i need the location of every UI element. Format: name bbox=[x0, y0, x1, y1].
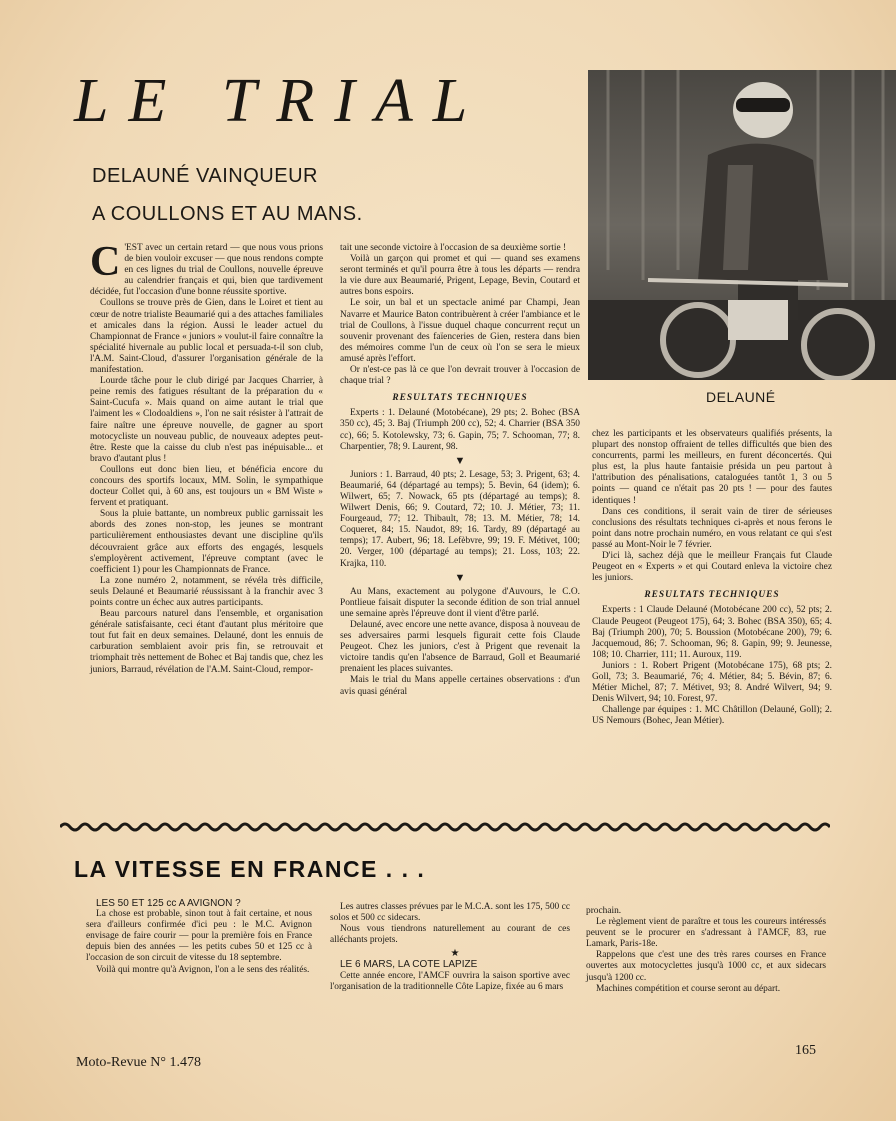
paragraph: Rappelons que c'est une des très rares courses en France ouvertes aux motocyclettes jusqu'à 1000 cc, et aux sidecars jusqu'à 1200 cc. bbox=[586, 950, 826, 983]
separator-arrow: ▼ bbox=[454, 571, 466, 584]
paragraph: tait une seconde victoire à l'occasion de sa deuxième sortie ! bbox=[340, 243, 567, 253]
paragraph: La zone numéro 2, notamment, se révéla très difficile, seuls Delauné et Beaumarié réussissant à la franchir avec 3 points contre un échec aux autres participants. bbox=[90, 575, 323, 608]
results-heading: RESULTATS TECHNIQUES bbox=[392, 393, 528, 404]
paragraph: Voilà qui montre qu'à Avignon, l'on a le sens des réalités. bbox=[96, 964, 310, 975]
section-title: LA VITESSE EN FRANCE . . . bbox=[74, 856, 426, 882]
paragraph: Le soir, un bal et un spectacle animé par Champi, Jean Navarre et Maurice Baton contribuèrent à créer l'ambiance et le trial de Coullons, à l'issue duquel chaque concurrent reçut un souvenir provenant des faïenceries de Gien, restera dans bien des mémoires comme l'un de ceux où l'on se sera le mieux amusé après l'effort. bbox=[340, 298, 580, 364]
article-subtitle-line2: A COULLONS ET AU MANS. bbox=[92, 203, 363, 225]
results-experts: Experts : 1 Claude Delauné (Motobécane 200 cc), 52 pts; 2. Claude Peugeot (Peugeot 175), 64; 3. Bohec (BSA 350), 65; 4. Baj (Triumph 200), 70; 5. Boussion (Motobécane 200), 79; 6. Jacquemoud, 86; 7. Schooman, 96; 8. Gapin, 99; 9. Jeunesse, 108; 10. Charrier, 111; 11. Auroux, 119. bbox=[592, 605, 832, 660]
bottom-column-1 bbox=[86, 898, 312, 976]
star-separator: ★ bbox=[450, 948, 460, 960]
paragraph: Delauné, avec encore une nette avance, disposa à nouveau de ses adversaires parmi lesquels figurait cette fois Claude Peugeot. Chez les juniors, c'est à Prigent que revenait la victoire tandis qu'en l'absence de Barraud, Goll et Beaumarié prenaient les places suivantes. bbox=[340, 620, 580, 675]
paragraph: Le règlement vient de paraître et tous les coureurs intéressés peuvent se le procurer en s'adressant à l'AMCF, 83, rue Lamark, Paris-18e. bbox=[586, 917, 826, 950]
paragraph: Lourde tâche pour le club dirigé par Jacques Charrier, à peine remis des fatigues résultant de la préparation du « Saint-Cucufa ». Mais quand on aime autant le trial que l'aiment les « Clodoaldiens », l'on ne sait résister à l'attrait de faire naître une épreuve nouvelle, de gagner au sport motocycliste un nouveau public, de nouveaux adeptes peut-être. Reste que la caisse du club n'est pas inépuisable... et bravo d'autant plus ! bbox=[90, 376, 323, 464]
results-challenge: Challenge par équipes : 1. MC Châtillon (Delauné, Goll); 2. US Nemours (Bohec, Jean Métier). bbox=[592, 705, 832, 727]
paragraph: Machines compétition et course seront au départ. bbox=[596, 983, 781, 994]
paragraph: Mais le trial du Mans appelle certaines observations : d'un avis quasi général bbox=[340, 675, 580, 697]
paragraph: Coullons eut donc bien lieu, et bénéficia encore du concours des sportifs locaux, MM. Solin, le sympathique docteur Collet qui, à 60 ans, est toujours un « BM Wiste » fervent et pratiquant. bbox=[90, 464, 323, 509]
paragraph: Sous la pluie battante, un nombreux public garnissait les abords des zones non-stop, les jeunes se montrant particulièrement enthousiastes devant une discipline qu'ils découvraient grâce aux efforts des engagés, lesquels s'employèrent activement, l'épreuve comptant (avec le coefficient 1) pour les Championnats de France. bbox=[90, 509, 323, 575]
intro-paragraph: C 'EST avec un certain retard — que nous vous prions de bien vouloir excuser — que nous rendons compte en ces lignes du trial de Coullons, nouvelle épreuve au calendrier français et qui, bien que tardivement décidée, fut l'occasion d'une bonne réussite sportive. bbox=[90, 239, 323, 298]
bottom-column-2 bbox=[330, 902, 570, 993]
paragraph: Beau parcours naturel dans l'ensemble, et organisation générale satisfaisante, ceci étant d'autant plus méritoire que tout fut fait en deux semaines. Delauné, dont les ennuis de carburation semblaient avoir pris fin, se retrouvait et triomphait très nettement de Bohec et Baj tandis que, chez les juniors, Barraud, révélation de l'A.M. Saint-Cloud, rempor- bbox=[90, 609, 323, 675]
paragraph: Au Mans, exactement au polygone d'Auvours, le C.O. Pontlieue faisait disputer la seconde édition de son trial annuel une semaine après l'épreuve dont il vient d'être parlé. bbox=[340, 586, 580, 619]
column-2 bbox=[340, 243, 580, 698]
paragraph: Dans ces conditions, il serait vain de tirer de sérieuses conclusions des résultats techniques ci-après et nous ferons le point dans notre prochain numéro, en vous relatant ce qui s'est passé au Mont-Noir le 7 février. bbox=[592, 506, 832, 550]
page-number: 165 bbox=[795, 1043, 816, 1058]
sub-heading: LES 50 ET 125 cc A AVIGNON ? bbox=[96, 898, 241, 909]
wavy-divider bbox=[60, 820, 830, 834]
article-title: LE TRIAL bbox=[74, 67, 488, 135]
column-1 bbox=[90, 239, 323, 676]
paragraph: D'ici là, sachez déjà que le meilleur Français fut Claude Peugeot en « Experts » et qui Coutard enleva la victoire chez les juniors. bbox=[592, 551, 832, 584]
paragraph: chez les participants et les observateurs qualifiés présents, la plupart des nonstop offraient de telles difficultés que bien des concurrents, parmi les meilleurs, en furent déconcertés. Qui plus est, la plus haute fantaisie présida un peu partout à l'attribution des pénalisations, cataloguées tantôt 1, 3 ou 5 points — quand ce n'était pas 20 pts ! — pour des fautes identiques ! bbox=[592, 429, 832, 506]
magazine-issue: Moto-Revue N° 1.478 bbox=[76, 1055, 201, 1070]
paragraph: Coullons se trouve près de Gien, dans le Loiret et tient au cœur de notre trialiste Beaumarié qui a des attaches familiales et amicales dans la région. Aussi le leader actuel du Championnat de France « juniors » voulut-il faire connaître la spécialité hivernale au public local et persuada-t-il son club, l'A.M. Saint-Cloud, d'assurer l'organisation générale de la manifestation. bbox=[90, 298, 323, 376]
separator-arrow: ▼ bbox=[454, 454, 466, 467]
column-3 bbox=[592, 429, 832, 727]
rider-photo-image bbox=[588, 70, 896, 380]
paragraph: Nous vous tiendrons naturellement au courant de ces alléchants projets. bbox=[330, 924, 570, 946]
paragraph: Les autres classes prévues par le M.C.A. sont les 175, 500 cc solos et 500 cc sidecars. bbox=[330, 902, 570, 924]
paragraph: prochain. bbox=[586, 906, 622, 916]
results-juniors: Juniors : 1. Barraud, 40 pts; 2. Lesage, 53; 3. Prigent, 63; 4. Beaumarié, 64 (départagé au temps); 5. Bevin, 64 (idem); 6. Wilwert, 65; 7. Nowack, 65 pts (départagé au temps); 8. Wilwert Denis, 66; 9. Coutard, 72; 10. J. Métier, 73; 11. Fourgeaud, 77; 12. Thibault, 78; 13. M. Métier, 78; 14. Coqueret, 84; 15. Naudot, 89; 16. Tardy, 89 (départagé au temps); 17. Aubert, 96; 18. Lefèbvre, 99; 19. F. Métivet, 100; 20. Verger, 100 (départagé au temps); 21. Loss, 103; 22. Krajka, 110. bbox=[340, 469, 580, 569]
drop-cap: C bbox=[90, 239, 121, 285]
bottom-column-3 bbox=[586, 906, 826, 995]
paragraph: Or n'est-ce pas là ce que l'on devrait trouver à l'occasion de chaque trial ? bbox=[340, 365, 580, 387]
article-subtitle-line1: DELAUNÉ VAINQUEUR bbox=[92, 165, 318, 187]
results-heading: RESULTATS TECHNIQUES bbox=[644, 590, 780, 601]
results-juniors: Juniors : 1. Robert Prigent (Motobécane 175), 68 pts; 2. Goll, 73; 3. Beaumarié, 76; 4. Métier, 84; 5. Bévin, 87; 6. Métier Michel, 87; 7. Métivet, 93; 8. André Wilvert, 94; 9. Denis Wilvert, 94; 10. Forest, 97. bbox=[592, 660, 832, 705]
photo-caption: DELAUNÉ bbox=[706, 389, 776, 405]
paragraph: Voilà un garçon qui promet et qui — quand ses examens seront terminés et qu'il pourra être à tous les départs — rendra la vie dure aux Beaumarié, Prigent, Lepage, Bevin, Coutard et autres bons espoirs. bbox=[340, 254, 580, 298]
rider-photo bbox=[588, 70, 896, 380]
paragraph: Cette année encore, l'AMCF ouvrira la saison sportive avec l'organisation de la traditionnelle Côte Lapize, fixée au 6 mars bbox=[330, 970, 570, 992]
paragraph: La chose est probable, sinon tout à fait certaine, et nous sera d'ailleurs confirmée d'ici peu : le M.C. Avignon envisage de faire courir — pour la première fois en France depuis bien des années — les petits cubes 50 et 125 cc à l'occasion de son circuit de vitesse du 18 septembre. bbox=[86, 909, 312, 964]
results-experts: Experts : 1. Delauné (Motobécane), 29 pts; 2. Bohec (BSA 350 cc), 45; 3. Baj (Triumph 200 cc), 52; 4. Charrier (BSA 350 cc), 66; 5. Kotolewsky, 73; 6. Gapin, 75; 7. Schooman, 77; 8. Charpentier, 78; 9. Laurent, 98. bbox=[340, 408, 580, 452]
sub-heading: LE 6 MARS, LA COTE LAPIZE bbox=[340, 959, 478, 971]
